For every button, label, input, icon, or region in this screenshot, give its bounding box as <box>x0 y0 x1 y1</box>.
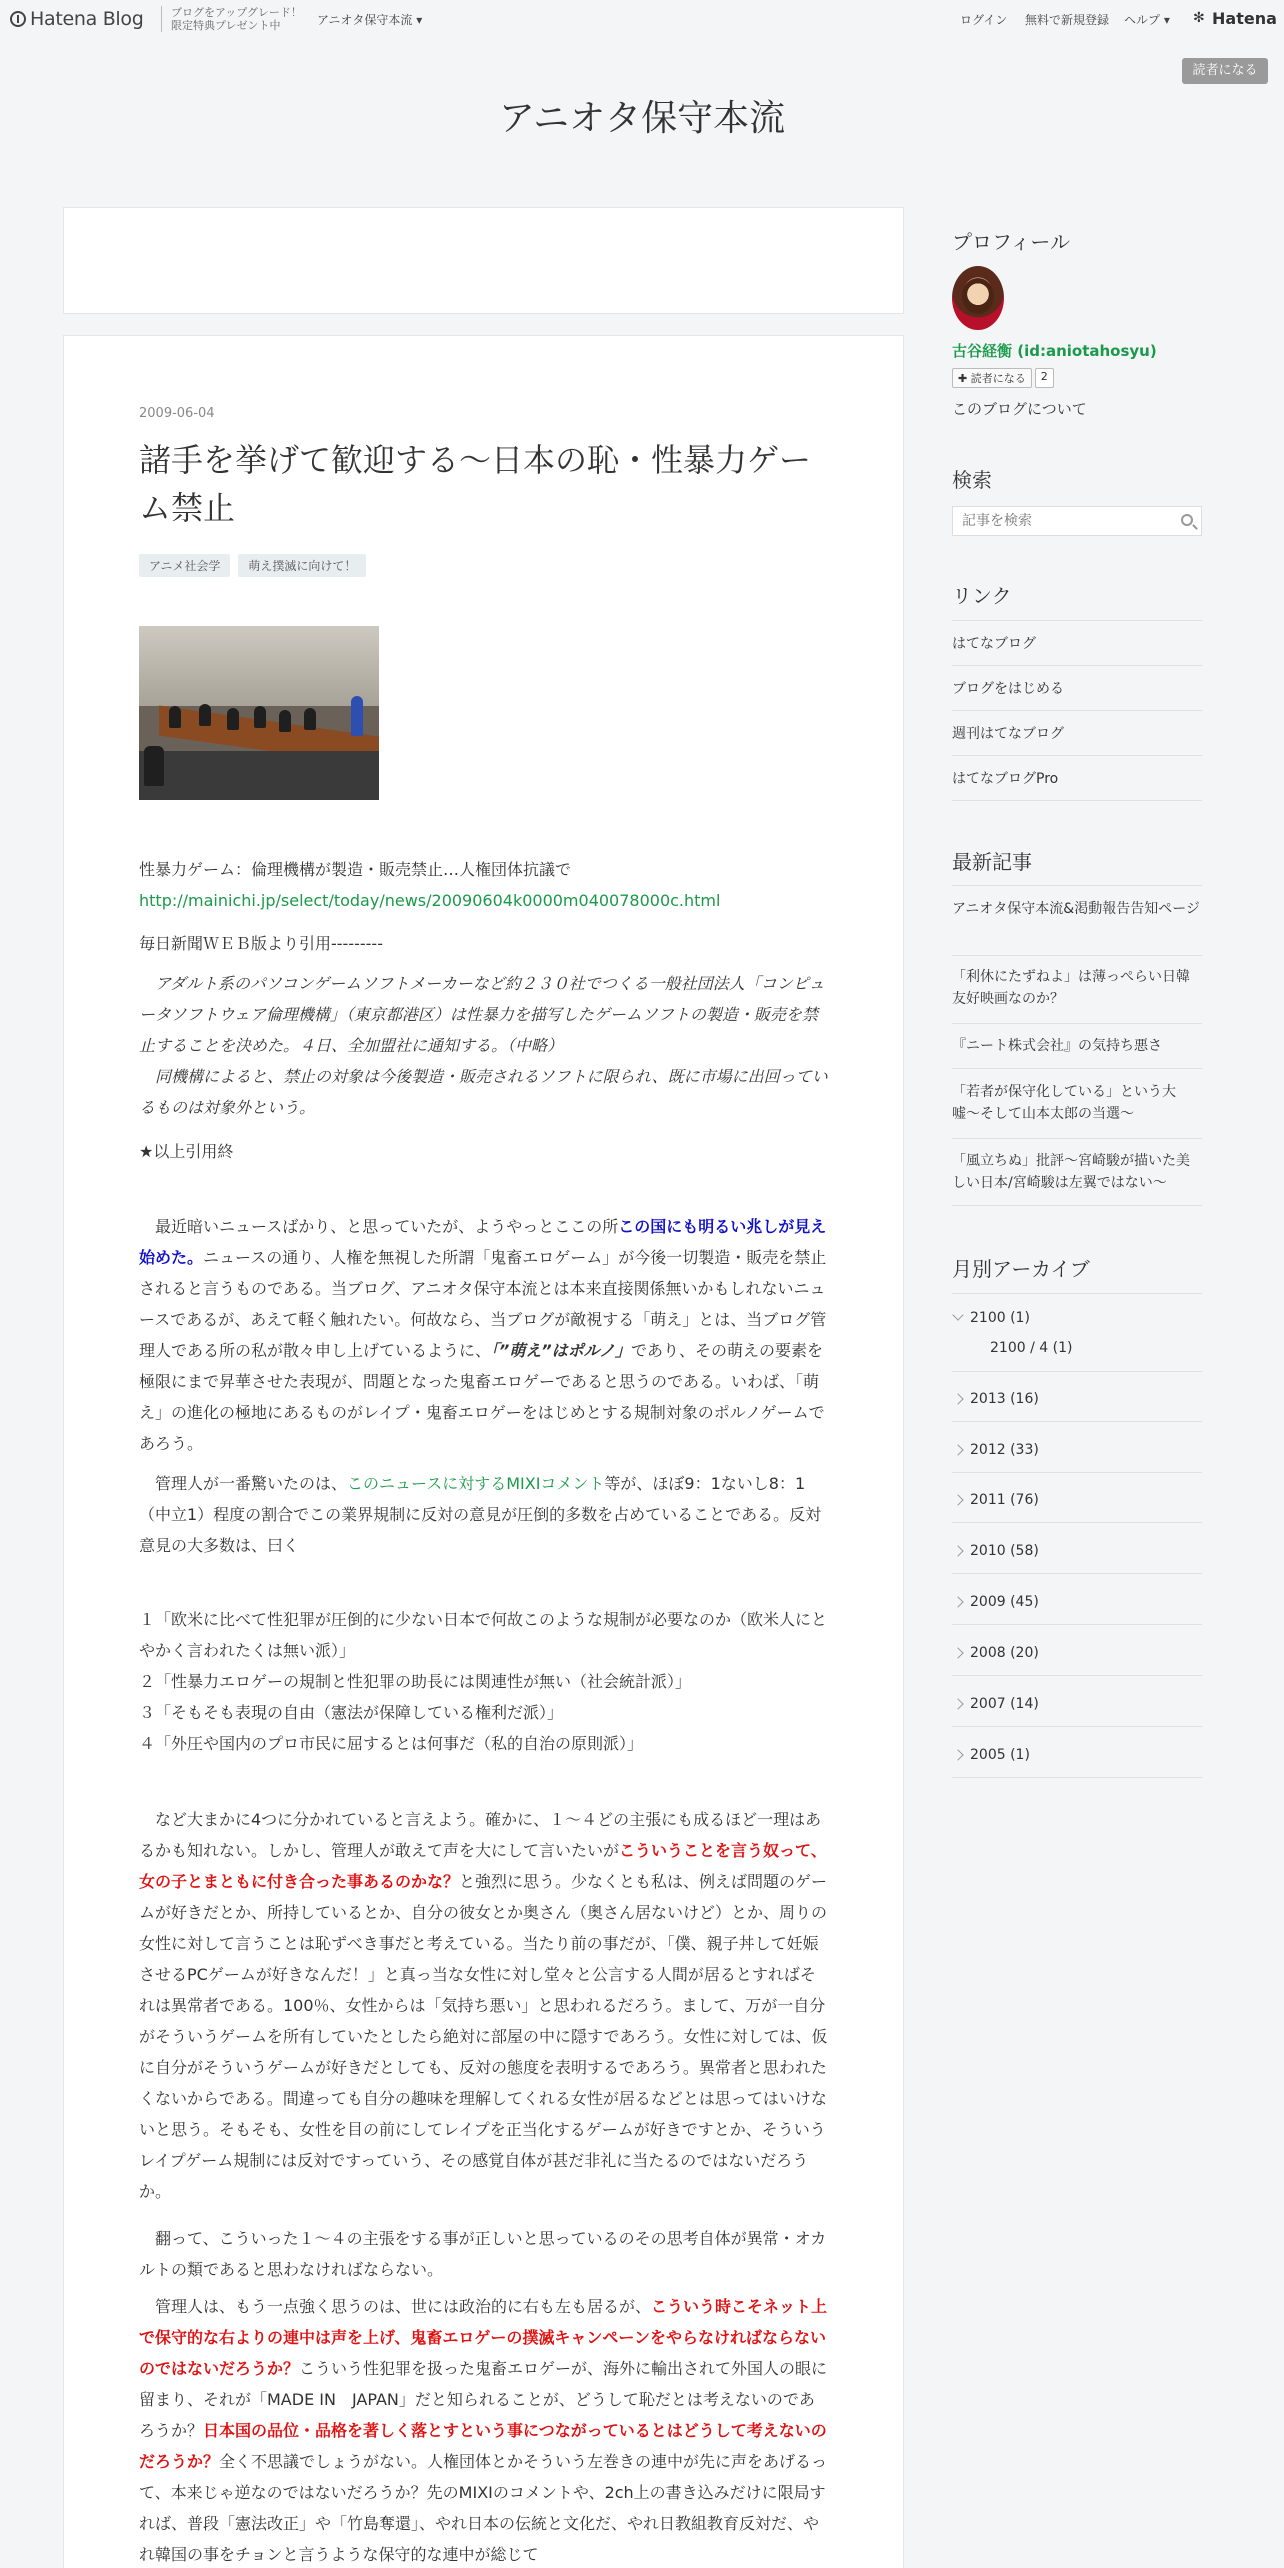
recent-entry[interactable]: 「若者が保守化している」という大嘘〜そして山本太郎の当選〜 <box>952 1084 1176 1122</box>
category-tag[interactable]: 萌え撲滅に向けて！ <box>238 554 366 577</box>
archive-year[interactable] <box>952 1594 1202 1610</box>
divider <box>952 800 1202 801</box>
archive-year-label: 2009 (45) <box>970 1594 1039 1610</box>
emphasis-red: 日本国の品位・品格を著しく落とすという事につながっているとはどうして考えないのだろうか？ <box>139 2421 827 2471</box>
source-block <box>139 854 829 916</box>
subscribe-small-label: 読者になる <box>970 372 1026 385</box>
avatar[interactable] <box>952 266 1004 330</box>
paragraph-2 <box>139 1468 829 1561</box>
divider <box>952 1522 1202 1523</box>
divider <box>952 1205 1202 1206</box>
text-run: こういう性犯罪を扱った鬼畜エロゲーが、海外に輸出されて外国人の眼に留まり、それが「MADE IN JAPAN」だと知られることが、どうして恥だとは考えないのであろうか？ <box>139 2359 828 2440</box>
text-run: 管理人が一番驚いたのは、 <box>155 1474 348 1493</box>
links-heading: リンク <box>952 584 1012 608</box>
subscribe-small <box>952 368 1054 388</box>
quote-intro: 毎日新聞ＷＥＢ版より引用--------- <box>139 934 383 953</box>
archive-year-label: 2007 (14) <box>970 1696 1039 1712</box>
text-run: ニュースの通り、人権を無視した所謂「鬼畜エロゲーム」が今後一切製造・販売を禁止されると言うものである。当ブログ、アニオタ保守本流とは本来直接関係無いかもしれないニュースであるが、あえて軽く触れたい。何故なら、当ブログが敵視する「萌え」とは、当ブログ管理人である所の私が散々申し上げているように、 <box>139 1248 827 1360</box>
hatena-blog-logo[interactable] <box>10 6 144 32</box>
list-item: １「欧米に比べて性犯罪が圧倒的に少ない日本で何故このような規制が必要なのか（欧米人にとやかく言われたくは無い派）」 <box>139 1610 828 1660</box>
profile-heading <box>952 226 1202 255</box>
ad-area <box>63 207 904 314</box>
recent-entry[interactable]: 「風立ちぬ」批評〜宮崎駿が描いた美しい日本/宮崎駿は左翼ではない〜 <box>952 1153 1190 1191</box>
blog-menu-dropdown[interactable]: アニオタ保守本流 ▾ <box>317 13 423 27</box>
promo-line-1: ブログをアップグレード！ <box>171 6 302 19</box>
divider <box>952 1726 1202 1727</box>
links-section <box>952 580 1202 609</box>
archive-year-2100[interactable] <box>952 1310 1202 1326</box>
divider <box>952 1777 1202 1778</box>
about-blog-link[interactable]: このブログについて <box>952 400 1087 418</box>
archive-year[interactable] <box>952 1543 1202 1559</box>
upgrade-promo-link[interactable] <box>171 6 302 32</box>
search-heading: 検索 <box>952 468 992 492</box>
divider <box>952 1371 1202 1372</box>
chevron-right-icon <box>952 1444 963 1455</box>
divider <box>952 885 1202 886</box>
hatena-link[interactable]: Hatena <box>1212 9 1277 28</box>
link-item[interactable]: ブログをはじめる <box>952 681 1064 697</box>
chevron-down-icon <box>952 1309 963 1320</box>
divider <box>952 620 1202 621</box>
recent-entry[interactable]: アニオタ保守本流&渇動報告告知ページ <box>952 901 1200 917</box>
source-url-link[interactable]: http://mainichi.jp/select/today/news/20090604k0000m040078000c.html <box>139 891 721 910</box>
archive-year-label: 2010 (58) <box>970 1543 1039 1559</box>
list-item: ４「外圧や国内のプロ市民に屈するとは何事だ（私的自治の原則派）」 <box>139 1734 644 1753</box>
chevron-right-icon <box>952 1596 963 1607</box>
recent-heading: 最新記事 <box>952 850 1032 874</box>
emphasis-bold: 「”萌え”はポルノ」 <box>491 1341 631 1360</box>
hatena-blog-icon <box>10 11 26 27</box>
link-item[interactable]: はてなブログ <box>952 636 1036 652</box>
search-box <box>952 506 1202 536</box>
article-categories <box>139 554 366 577</box>
recent-entry[interactable]: 「利休にたずねよ」は薄っぺらい日韓友好映画なのか？ <box>952 969 1190 1007</box>
emphasis-red: こういうことを言う奴って、女の子とまともに付き合った事あるのかな？ <box>139 1841 827 1891</box>
blockquote <box>139 968 829 1123</box>
promo-line-2: 限定特典プレゼント中 <box>171 19 281 32</box>
chevron-right-icon <box>952 1698 963 1709</box>
divider <box>952 710 1202 711</box>
blog-title[interactable]: アニオタ保守本流 <box>498 98 786 139</box>
text-run: と強烈に思う。少なくとも私は、例えば問題のゲームが好きだとか、所持しているとか、自分の彼女とか奥さん（奥さん居ないけど）とか、周りの女性に対して言うことは恥ずべき事だと考えている。当たり前の事だが、「僕、親子丼して妊娠させるPCゲームが好きなんだ！」と真っ当な女性に対し堂々と公言する人間が居るとすればそれは異常者である。100％、女性からは「気持ち悪い」と思われるだろう。まして、万が一自分がそういうゲームを所有していたとしたら絶対に部屋の中に隠すであろう。女性に対しては、仮に自分がそういうゲームが好きだとしても、反対の態度を表明するであろう。異常者と思われたくないからである。間違っても自分の趣味を理解してくれる女性が居るなどとは思ってはいけないと思う。そもそも、女性を目の前にしてレイプを正当化するゲームが好きですとか、そういうレイプゲーム規制には反対ですっていう、その感覚自体が甚だ非礼に当たるのではないだろうか。 <box>139 1872 828 2201</box>
hatena-icon: ✻ <box>1193 10 1205 26</box>
recent-entry[interactable]: 『ニート株式会社』の気持ち悪さ <box>952 1038 1162 1054</box>
mixi-comment-link[interactable]: このニュースに対するMIXIコメント <box>347 1474 605 1493</box>
paragraph-4 <box>139 2223 829 2285</box>
archive-year-label: 2011 (76) <box>970 1492 1039 1508</box>
paragraph-5 <box>139 2291 829 2568</box>
article <box>63 335 904 2568</box>
category-tag[interactable]: アニメ社会学 <box>139 554 230 577</box>
list-item: ２「性暴力エロゲーの規制と性犯罪の助長には関連性が無い（社会統計派）」 <box>139 1672 692 1691</box>
quote-end: ★以上引用終 <box>139 1142 234 1161</box>
subscribe-small-button[interactable]: ✚ 読者になる <box>952 368 1032 388</box>
text-run: 翻って、こういった１〜４の主張をする事が正しいと思っているのその思考自体が異常・オカルトの類であると思わなければならない。 <box>139 2229 827 2279</box>
archive-year[interactable] <box>952 1442 1202 1458</box>
divider <box>952 755 1202 756</box>
text-run: であり、その萌えの要素を極限にまで昇華させた表現が、問題となった鬼畜エロゲーであると思うのである。いわば、「萌え」の進化の極地にあるものがレイプ・鬼畜エロゲーをはじめとする規制対象のポルノゲームであろう。 <box>139 1341 825 1453</box>
profile-heading-text: プロフィール <box>952 230 1070 254</box>
divider <box>952 1573 1202 1574</box>
quote-paragraph: 同機構によると、禁止の対象は今後製造・販売されるソフトに限られ、既に市場に出回っているものは対象外という。 <box>139 1067 828 1117</box>
paragraph-1 <box>139 1211 829 1459</box>
chevron-right-icon <box>952 1647 963 1658</box>
list-item: ３「そもそも表現の自由（憲法が保障している権利だ派）」 <box>139 1703 564 1722</box>
divider <box>952 1023 1202 1024</box>
signup-link[interactable]: 無料で新規登録 <box>1025 13 1110 27</box>
archive-year-label: 2012 (33) <box>970 1442 1039 1458</box>
divider <box>952 665 1202 666</box>
help-dropdown[interactable]: ヘルプ ▾ <box>1124 13 1170 27</box>
meeting-photo <box>139 626 379 800</box>
hatena-blog-logo-text: Hatena Blog <box>30 8 144 30</box>
archive-year-label: 2013 (16) <box>970 1391 1039 1407</box>
text-run: 全く不思議でしょうがない。人権団体とかそういう左巻きの連中が先に声をあげるって、本来じゃ逆なのではないだろうか？先のMIXIのコメントや、2ch上の書き込みだけに限局すれば、普段「憲法改正」や「竹島奪還」、やれ日本の伝統と文化だ、やれ日教組教育反対だ、やれ韓国の事をチョンと言うような保守的な連中が総じて <box>139 2452 828 2564</box>
link-item[interactable]: 週刊はてなブログ <box>952 726 1064 742</box>
paragraph-3 <box>139 1804 829 2207</box>
archive-year-label: 2100 (1) <box>970 1310 1030 1326</box>
archive-year[interactable] <box>952 1391 1202 1407</box>
divider <box>952 1675 1202 1676</box>
login-link[interactable]: ログイン <box>960 13 1008 27</box>
article-title[interactable]: 諸手を挙げて歓迎する〜日本の恥・性暴力ゲーム禁止 <box>139 441 812 527</box>
emphasis-blue: この国にも明るい兆しが見え始めた。 <box>139 1217 827 1267</box>
divider <box>952 1293 1202 1294</box>
profile-name-link[interactable]: 古谷経衡 (id:aniotahosyu) <box>952 342 1157 360</box>
divider <box>952 1421 1202 1422</box>
archive-section <box>952 1253 1202 1282</box>
opinion-list <box>139 1604 829 1759</box>
global-header <box>0 0 1284 38</box>
subscribe-button[interactable]: 読者になる <box>1182 58 1268 84</box>
divider <box>952 1138 1202 1139</box>
divider <box>952 1624 1202 1625</box>
text-run: など大まかに4つに分かれていると言えよう。確かに、１〜４どの主張にも成るほど一理はあるかも知れない。しかし、管理人が敢えて声を大にして言いたいが <box>139 1810 822 1860</box>
search-icon[interactable] <box>1181 514 1193 526</box>
archive-heading: 月別アーカイブ <box>952 1257 1090 1281</box>
search-section <box>952 464 1202 493</box>
header-divider <box>161 6 162 32</box>
chevron-right-icon <box>952 1494 963 1505</box>
archive-year[interactable] <box>952 1492 1202 1508</box>
chevron-right-icon <box>952 1749 963 1760</box>
source-title: 性暴力ゲーム：倫理機構が製造・販売禁止…人権団体抗議で <box>139 860 572 879</box>
quote-paragraph: アダルト系のパソコンゲームソフトメーカーなど約２３０社でつくる一般社団法人「コンピュータソフトウェア倫理機構」（東京都港区）は性暴力を描写したゲームソフトの製造・販売を禁止することを決めた。４日、全加盟社に通知する。（中略） <box>139 974 825 1055</box>
text-run: 最近暗いニュースばかり、と思っていたが、ようやっとここの所 <box>155 1217 619 1236</box>
archive-year-label: 2008 (20) <box>970 1645 1039 1661</box>
search-input[interactable] <box>953 507 1163 535</box>
chevron-right-icon <box>952 1545 963 1556</box>
archive-year[interactable] <box>952 1645 1202 1661</box>
archive-year-label: 2005 (1) <box>970 1747 1030 1763</box>
divider <box>952 1068 1202 1069</box>
archive-year[interactable] <box>952 1747 1202 1763</box>
archive-month[interactable]: 2100 / 4 (1) <box>990 1340 1073 1356</box>
recent-section <box>952 846 1202 875</box>
archive-year[interactable] <box>952 1696 1202 1712</box>
article-date[interactable]: 2009-06-04 <box>139 406 215 421</box>
divider <box>952 955 1202 956</box>
text-run: 等が、ほぼ9：1ないし8：1（中立1）程度の割合でこの業界規制に反対の意見が圧倒的多数を占めていることである。反対意見の大多数は、曰く <box>139 1474 822 1555</box>
emphasis-red: こういう時こそネット上で保守的な右よりの連中は声を上げ、鬼畜エロゲーの撲滅キャンペーンをやらなければならないのではないだろうか？ <box>139 2297 828 2378</box>
link-item[interactable]: はてなブログPro <box>952 771 1059 787</box>
text-run: 管理人は、もう一点強く思うのは、世には政治的に右も左も居るが、 <box>155 2297 652 2316</box>
subscriber-count[interactable]: 2 <box>1035 368 1054 388</box>
divider <box>952 1472 1202 1473</box>
chevron-right-icon <box>952 1393 963 1404</box>
